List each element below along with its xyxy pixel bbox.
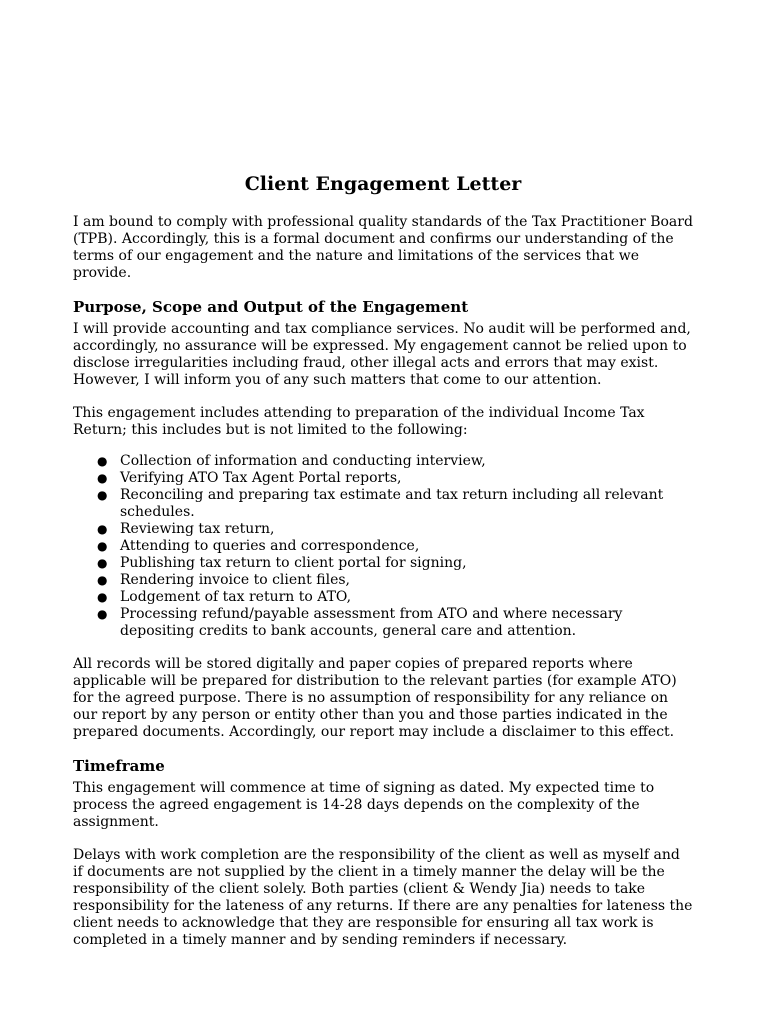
timeframe-heading: Timeframe (73, 757, 165, 775)
list-item-text: Processing refund/payable assessment from ATO and where necessary depositing credits to bank accounts, general care and attention. (120, 606, 623, 639)
document-page (73, 172, 693, 965)
list-item-text: Rendering invoice to client files, (120, 572, 350, 588)
list-item-text: Verifying ATO Tax Agent Portal reports, (120, 470, 402, 486)
bullet-icon: ● (97, 471, 108, 485)
list-item (97, 589, 693, 606)
list-item (97, 521, 693, 538)
list-item-text: Lodgement of tax return to ATO, (120, 589, 352, 605)
bullet-icon: ● (97, 488, 108, 502)
list-item (97, 470, 693, 487)
purpose-paragraph-2: This engagement includes attending to preparation of the individual Income Tax Return; this includes but is not limited to the following: (73, 405, 645, 438)
list-item (97, 606, 693, 640)
timeframe-paragraph-1: This engagement will commence at time of signing as dated. My expected time to process the agreed engagement is 14-28 days depends on the complexity of the assignment. (73, 780, 655, 830)
list-item-text: Reviewing tax return, (120, 521, 275, 537)
list-item-text: Collection of information and conducting interview, (120, 453, 486, 469)
purpose-paragraph-3: All records will be stored digitally and paper copies of prepared reports where applicable will be prepared for distribution to the relevant parties (for example ATO) for the agreed purpose. There is no assumption of responsibility for any reliance on our report by any person or entity other than you and those parties indicated in the prepared documents. Accordingly, our report may include a disclaimer to this effect. (73, 656, 677, 740)
list-item-text: Reconciling and preparing tax estimate and tax return including all relevant schedules. (120, 487, 664, 520)
bullet-icon: ● (97, 556, 108, 570)
bullet-icon: ● (97, 607, 108, 621)
intro-paragraph: I am bound to comply with professional quality standards of the Tax Practitioner Board (TPB). Accordingly, this is a formal document and confirms our understanding of the terms of our engagement and the nature and limitations of the services that we provide. (73, 214, 693, 281)
purpose-heading: Purpose, Scope and Output of the Engagement (73, 298, 469, 316)
bullet-icon: ● (97, 590, 108, 604)
list-item (97, 538, 693, 555)
timeframe-paragraph-2: Delays with work completion are the responsibility of the client as well as myself and if documents are not supplied by the client in a timely manner the delay will be the responsibility of the client solely. Both parties (client & Wendy Jia) needs to take responsibility for the lateness of any returns. If there are any penalties for lateness the client needs to acknowledge that they are responsible for ensuring all tax work is completed in a timely manner and by sending reminders if necessary. (73, 847, 693, 948)
bullet-icon: ● (97, 522, 108, 536)
services-list (73, 453, 693, 640)
document-title: Client Engagement Letter (244, 173, 522, 195)
list-item (97, 453, 693, 470)
bullet-icon: ● (97, 539, 108, 553)
list-item (97, 572, 693, 589)
list-item-text: Attending to queries and correspondence, (120, 538, 420, 554)
list-item (97, 487, 693, 521)
list-item (97, 555, 693, 572)
bullet-icon: ● (97, 454, 108, 468)
purpose-paragraph-1: I will provide accounting and tax compliance services. No audit will be performed and, accordingly, no assurance will be expressed. My engagement cannot be relied upon to disclose irregularities including fraud, other illegal acts and errors that may exist. However, I will inform you of any such matters that come to our attention. (73, 321, 691, 388)
list-item-text: Publishing tax return to client portal for signing, (120, 555, 467, 571)
bullet-icon: ● (97, 573, 108, 587)
